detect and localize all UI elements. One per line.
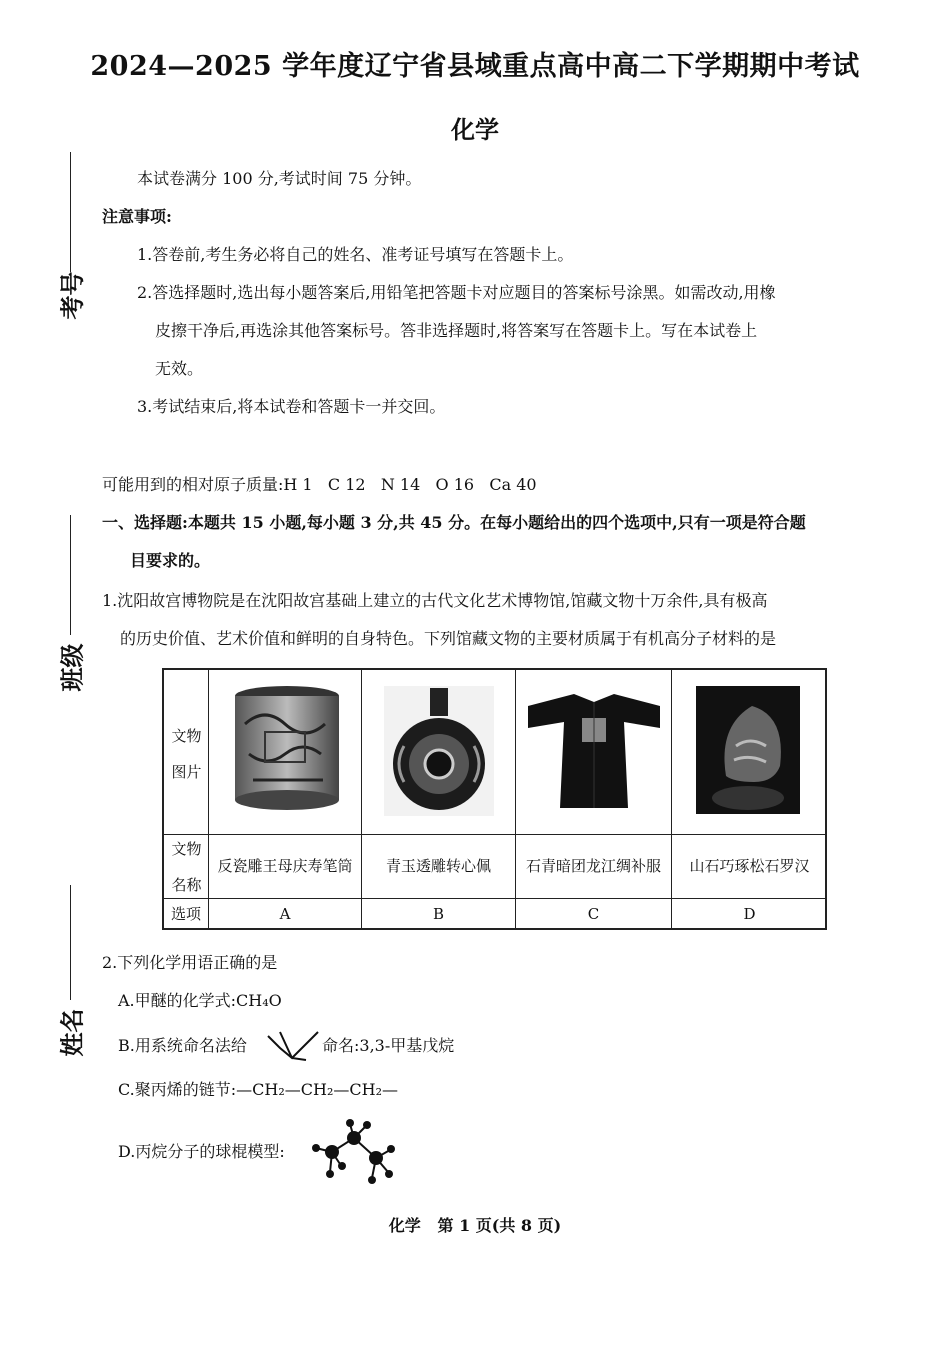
- relic-name-d: 山石巧琢松石罗汉: [672, 835, 827, 899]
- section1-heading-cont: 目要求的。: [130, 551, 211, 570]
- q2-option-b-post: 命名:3,3-甲基戊烷: [322, 1036, 455, 1055]
- exam-title: 2024—2025 学年度辽宁省县域重点高中高二下学期期中考试: [90, 51, 860, 82]
- class-label: 班级: [57, 643, 87, 692]
- section1-heading: 一、选择题:本题共 15 小题,每小题 3 分,共 45 分。在每小题给出的四个选项中,只有一项是符合题: [102, 513, 806, 532]
- name-label: 姓名: [57, 1008, 87, 1057]
- relic-image-b: [362, 670, 516, 835]
- notice-item-2: 2.答选择题时,选出每小题答案后,用铅笔把答题卡对应题目的答案标号涂黑。如需改动,用橡: [137, 283, 776, 302]
- notice-heading: 注意事项:: [102, 207, 172, 226]
- page-footer: 化学 第 1 页(共 8 页): [388, 1216, 562, 1235]
- q2-option-a: A.甲醚的化学式:CH₄O: [118, 991, 282, 1010]
- exam-no-rule: [70, 152, 71, 272]
- name-row-label: 文物 名称: [164, 835, 209, 899]
- notice-item-3: 3.考试结束后,将本试卷和答题卡一并交回。: [137, 397, 446, 416]
- relic-image-d: [672, 670, 827, 835]
- q2-stem: 2.下列化学用语正确的是: [102, 953, 278, 972]
- option-a: A: [209, 899, 362, 928]
- jade-pendant-icon: [384, 686, 494, 816]
- intro-text: 本试卷满分 100 分,考试时间 75 分钟。: [137, 169, 422, 188]
- skeletal-formula-icon: [266, 1028, 320, 1062]
- q1-stem-line1: 1.沈阳故宫博物院是在沈阳故宫基础上建立的古代文化艺术博物馆,馆藏文物十万余件,具有极高: [102, 591, 768, 610]
- stone-sculpture-icon: [696, 686, 800, 814]
- notice-item-2-cont: 皮擦干净后,再选涂其他答案标号。答非选择题时,将答案写在答题卡上。写在本试卷上: [155, 321, 758, 340]
- brush-pot-icon: [231, 684, 343, 812]
- relic-name-a: 反瓷雕王母庆寿笔筒: [209, 835, 362, 899]
- option-b: B: [362, 899, 516, 928]
- ball-stick-model-icon: [310, 1118, 396, 1186]
- q1-stem-line2: 的历史价值、艺术价值和鲜明的自身特色。下列馆藏文物的主要材质属于有机高分子材料的是: [120, 629, 777, 648]
- atomic-masses: 可能用到的相对原子质量:H 1 C 12 N 14 O 16 Ca 40: [102, 475, 537, 494]
- img-row-label: 文物 图片: [164, 670, 209, 835]
- notice-item-1: 1.答卷前,考生务必将自己的姓名、准考证号填写在答题卡上。: [137, 245, 574, 264]
- relic-name-c: 石青暗团龙江绸补服: [516, 835, 672, 899]
- relic-name-b: 青玉透雕转心佩: [362, 835, 516, 899]
- q2-option-c: C.聚丙烯的链节:—CH₂—CH₂—CH₂—: [118, 1080, 398, 1099]
- relic-image-a: [209, 670, 362, 835]
- notice-item-2-end: 无效。: [155, 359, 204, 378]
- q2-option-b-pre: B.用系统命名法给: [118, 1036, 247, 1055]
- subject-title: 化学: [451, 115, 499, 144]
- relic-image-c: [516, 670, 672, 835]
- robe-icon: [524, 692, 664, 810]
- relic-table: [162, 668, 827, 930]
- name-rule: [70, 885, 71, 1000]
- q2-option-d: D.丙烷分子的球棍模型:: [118, 1142, 285, 1161]
- exam-no-label: 考号: [57, 271, 87, 320]
- option-d: D: [743, 905, 756, 923]
- class-rule: [70, 515, 71, 635]
- option-c: C: [516, 899, 672, 928]
- option-row-label: 选项: [164, 899, 209, 928]
